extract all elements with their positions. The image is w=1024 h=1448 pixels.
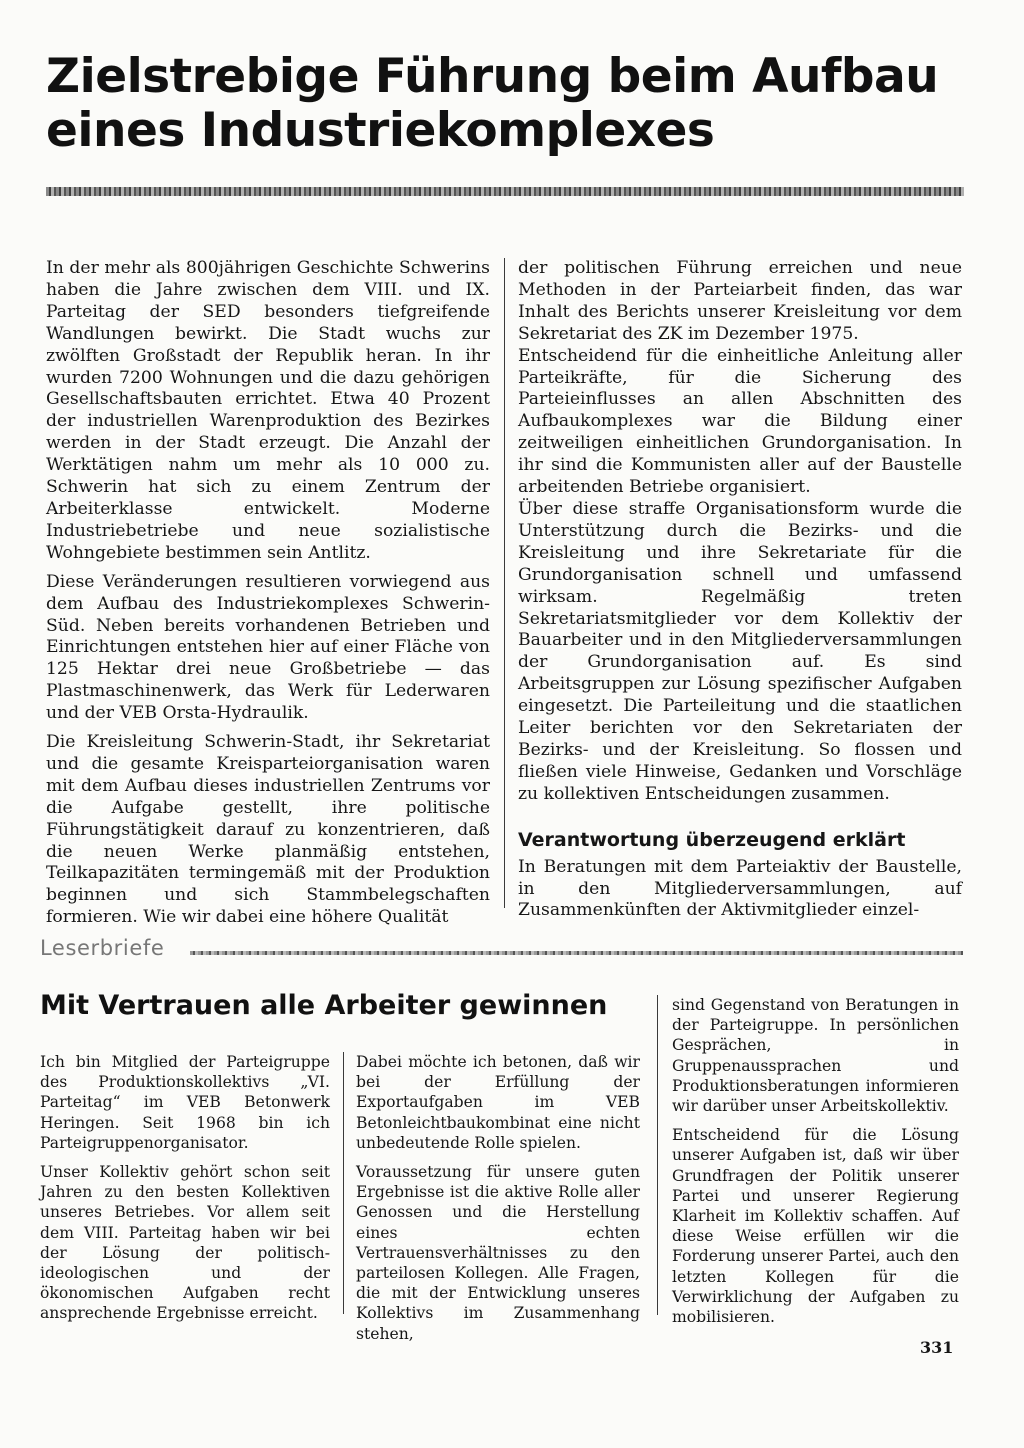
letter-title: Mit Vertrauen alle Arbeiter gewinnen	[40, 990, 608, 1021]
letter-paragraph: Entscheidend für die Lösung unserer Aufgaben ist, daß wir über Grundfragen der Politik unserer Partei und unserer Regierung Klarheit im Kollektiv schaffen. Auf diese Weise erfüllen wir die Forderung unserer Partei, auch den letzten Kollegen für die Verwirklichung der Aufgaben zu mobilisieren.	[672, 1126, 959, 1327]
article-paragraph: Entscheidend für die einheitliche Anleitung aller Parteikräfte, für die Sicherung des Parteieinflusses an allen Abschnitten des Aufbaukomplexes war die Bildung einer zeitweiligen einheitlichen Grundorganisation. In ihr sind die Kommunisten aller auf der Baustelle arbeitenden Betriebe organisiert.	[518, 345, 962, 498]
letter-column-2	[356, 1052, 640, 1353]
article-paragraph: Über diese straffe Organisationsform wurde die Unterstützung durch die Bezirks- und die Kreisleitung und ihre Sekretariate für die Grundorganisation schnell und umfassend wirksam. Regelmäßig treten Sekretariatsmitglieder vor dem Kollektiv der Bauarbeiter und in den Mitgliederversammlungen der Grundorganisation auf. Es sind Arbeitsgruppen zur Lösung spezifischer Aufgaben eingesetzt. Die Parteileitung und die staatlichen Leiter berichten vor den Sekretariaten der Bezirks- und der Kreisleitung. So flossen und fließen viele Hinweise, Gedanken und Vorschläge zu kollektiven Entscheidungen zusammen.	[518, 498, 962, 804]
article-subheading: Verantwortung überzeugend erklärt	[518, 828, 906, 851]
article-paragraph: der politischen Führung erreichen und neue Methoden in der Parteiarbeit finden, das war Inhalt des Berichts unserer Kreisleitung vor dem Sekretariat des ZK im Dezember 1975.	[518, 258, 962, 344]
column-divider	[504, 258, 505, 908]
letter-paragraph: Unser Kollektiv gehört schon seit Jahren zu den besten Kollektiven unseres Betriebes. Vor allem seit dem VIII. Parteitag haben wir bei der Lösung der politisch-ideologischen und der ökonomischen Aufgaben recht ansprechende Ergebnisse erreicht.	[40, 1163, 330, 1323]
letter-paragraph: Voraussetzung für unsere guten Ergebnisse ist die aktive Rolle aller Genossen und die Herstellung eines echten Vertrauensverhältnisses zu den parteilosen Kollegen. Alle Fragen, die mit der Entwicklung unseres Kollektivs im Zusammenhang stehen,	[356, 1163, 640, 1343]
letter-column-1	[40, 1052, 330, 1333]
column-divider	[657, 995, 658, 1315]
letter-paragraph: sind Gegenstand von Beratungen in der Parteigruppe. In persönlichen Gesprächen, in Gruppenaussprachen und Produktionsberatungen informieren wir darüber unser Arbeitskollektiv.	[672, 996, 959, 1116]
column-divider	[343, 1052, 344, 1314]
letter-column-3	[672, 995, 959, 1336]
letter-paragraph: Dabei möchte ich betonen, daß wir bei der Erfüllung der Exportaufgaben im VEB Betonleichtbaukombinat eine nicht unbedeutende Rolle spielen.	[356, 1053, 640, 1152]
section-label: Leserbriefe	[40, 936, 165, 960]
article-column-1	[46, 258, 490, 936]
title-rule	[46, 187, 964, 196]
article-paragraph: Die Kreisleitung Schwerin-Stadt, ihr Sekretariat und die gesamte Kreisparteiorganisation waren mit dem Aufbau dieses industriellen Zentrums vor die Aufgabe gestellt, ihre politische Führungstätigkeit darauf zu konzentrieren, daß die neuen Werke planmäßig entstehen, Teilkapazitäten termingemäß mit der Produktion beginnen und sich Stammbelegschaften formieren. Wie wir dabei eine höhere Qualität	[46, 732, 490, 928]
article-paragraph: In der mehr als 800jährigen Geschichte Schwerins haben die Jahre zwischen dem VIII. und IX. Parteitag der SED besonders tiefgreifende Wandlungen bewirkt. Die Stadt wuchs zur zwölften Großstadt der Republik heran. In ihr wurden 7200 Wohnungen und die dazu gehörigen Gesellschaftsbauten errichtet. Etwa 40 Prozent der industriellen Warenproduktion des Bezirkes werden in der Stadt erzeugt. Die Anzahl der Werktätigen nahm um mehr als 10 000 zu. Schwerin hat sich zu einem Zentrum der Arbeiterklasse entwickelt. Moderne Industriebetriebe und neue sozialistische Wohngebiete bestimmen sein Antlitz.	[46, 258, 490, 563]
article-column-2	[518, 258, 962, 922]
letter-paragraph: Ich bin Mitglied der Parteigruppe des Produktionskollektivs „VI. Parteitag“ im VEB Betonwerk Heringen. Seit 1968 bin ich Parteigruppenorganisator.	[40, 1053, 330, 1152]
article-paragraph: In Beratungen mit dem Parteiaktiv der Baustelle, in den Mitgliederversammlungen, auf Zusammenkünften der Aktivmitglieder einzel-	[518, 856, 962, 921]
section-rule	[190, 951, 963, 955]
page-number: 331	[920, 1338, 954, 1357]
article-title: Zielstrebige Führung beim Aufbau eines Industriekomplexes	[46, 49, 939, 158]
article-paragraph: Diese Veränderungen resultieren vorwiegend aus dem Aufbau des Industriekomplexes Schwerin-Süd. Neben bereits vorhandenen Betrieben und Einrichtungen entstehen hier auf einer Fläche von 125 Hektar drei neue Großbetriebe — das Plastmaschinenwerk, das Werk für Lederwaren und der VEB Orsta-Hydraulik.	[46, 571, 490, 724]
